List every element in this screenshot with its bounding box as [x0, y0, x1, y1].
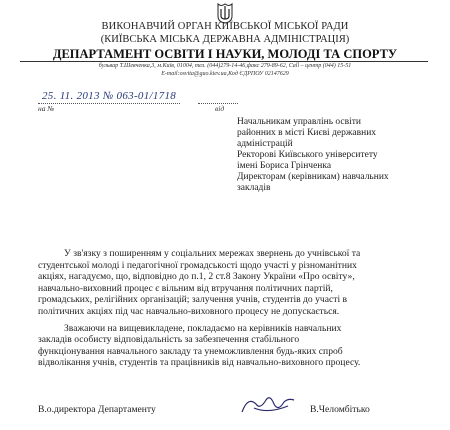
address-line: бульвар Т.Шевченка,3, м.Київ, 01004, тел. (044)279-14-46,факс 279-89-62, Call – центр (044) 15-51	[98, 63, 352, 69]
signature-position: В.о.директора Департаменту	[38, 404, 156, 415]
recipient-line: Директорам (керівникам) навчальних	[237, 172, 389, 182]
handwritten-signature	[238, 390, 298, 420]
paragraph-1-line: політичних акціях під час навчально-виховного процесу не допускається.	[38, 306, 340, 317]
paragraph-1-line: громадських, релігійних організацій; залучення учнів, студентів до участі в	[38, 294, 348, 305]
header-divider	[20, 61, 428, 62]
administration-title: (КИЇВСЬКА МІСЬКА ДЕРЖАВНА АДМІНІСТРАЦІЯ)	[100, 34, 350, 45]
signature-name: В.Челомбітько	[310, 404, 370, 415]
paragraph-1-line: акціях, нагадуємо, що, відповідно до п.1, 2 ст.8 Закону України «Про освіту»,	[38, 271, 355, 282]
recipient-line: закладів	[237, 183, 271, 193]
paragraph-2-line: функціонування навчального закладу та унеможливлення будь-яких спроб	[38, 346, 343, 357]
recipient-line: адміністрацій	[237, 139, 293, 149]
paragraph-1-line: студентської молоді і педагогічної громадськості щодо участі у різноманітних	[38, 260, 357, 271]
recipient-line: Начальникам управлінь освіти	[237, 117, 361, 127]
paragraph-1-line: навчально-виховний процес є вільним від втручання політичних партій,	[38, 283, 333, 294]
registration-from-label: від	[215, 104, 225, 113]
recipient-line: Ректорові Київського університету	[237, 150, 378, 160]
recipient-line: районних в місті Києві державних	[237, 128, 377, 138]
paragraph-2-line: закладів особисту відповідальність за забезпечення стабільного	[38, 334, 300, 345]
department-title: ДЕПАРТАМЕНТ ОСВІТИ І НАУКИ, МОЛОДІ ТА СПОРТУ	[52, 47, 398, 61]
registration-line	[38, 103, 180, 104]
paragraph-2-line: відволікання учнів, студентів та працівників від навчально-виховного процесу.	[38, 357, 361, 368]
organization-title: ВИКОНАВЧИЙ ОРГАН КИЇВСЬКОЇ МІСЬКОЇ РАДИ	[101, 21, 349, 32]
recipient-line: імені Бориса Грінченка	[237, 161, 332, 171]
registration-number-label: на №	[38, 104, 55, 113]
registration-handwritten: 25. 11. 2013 № 063-01/1718	[42, 90, 177, 102]
paragraph-2-line: Зважаючи на вищевикладене, покладаємо на керівників навчальних	[64, 323, 342, 334]
paragraph-1-line: У зв'язку з поширенням у соціальних мережах звернень до учнівської та	[64, 248, 361, 259]
email-line: E-mail:osvita@guo.kiev.ua,Код ЄДРПОУ 02147629	[161, 71, 289, 77]
